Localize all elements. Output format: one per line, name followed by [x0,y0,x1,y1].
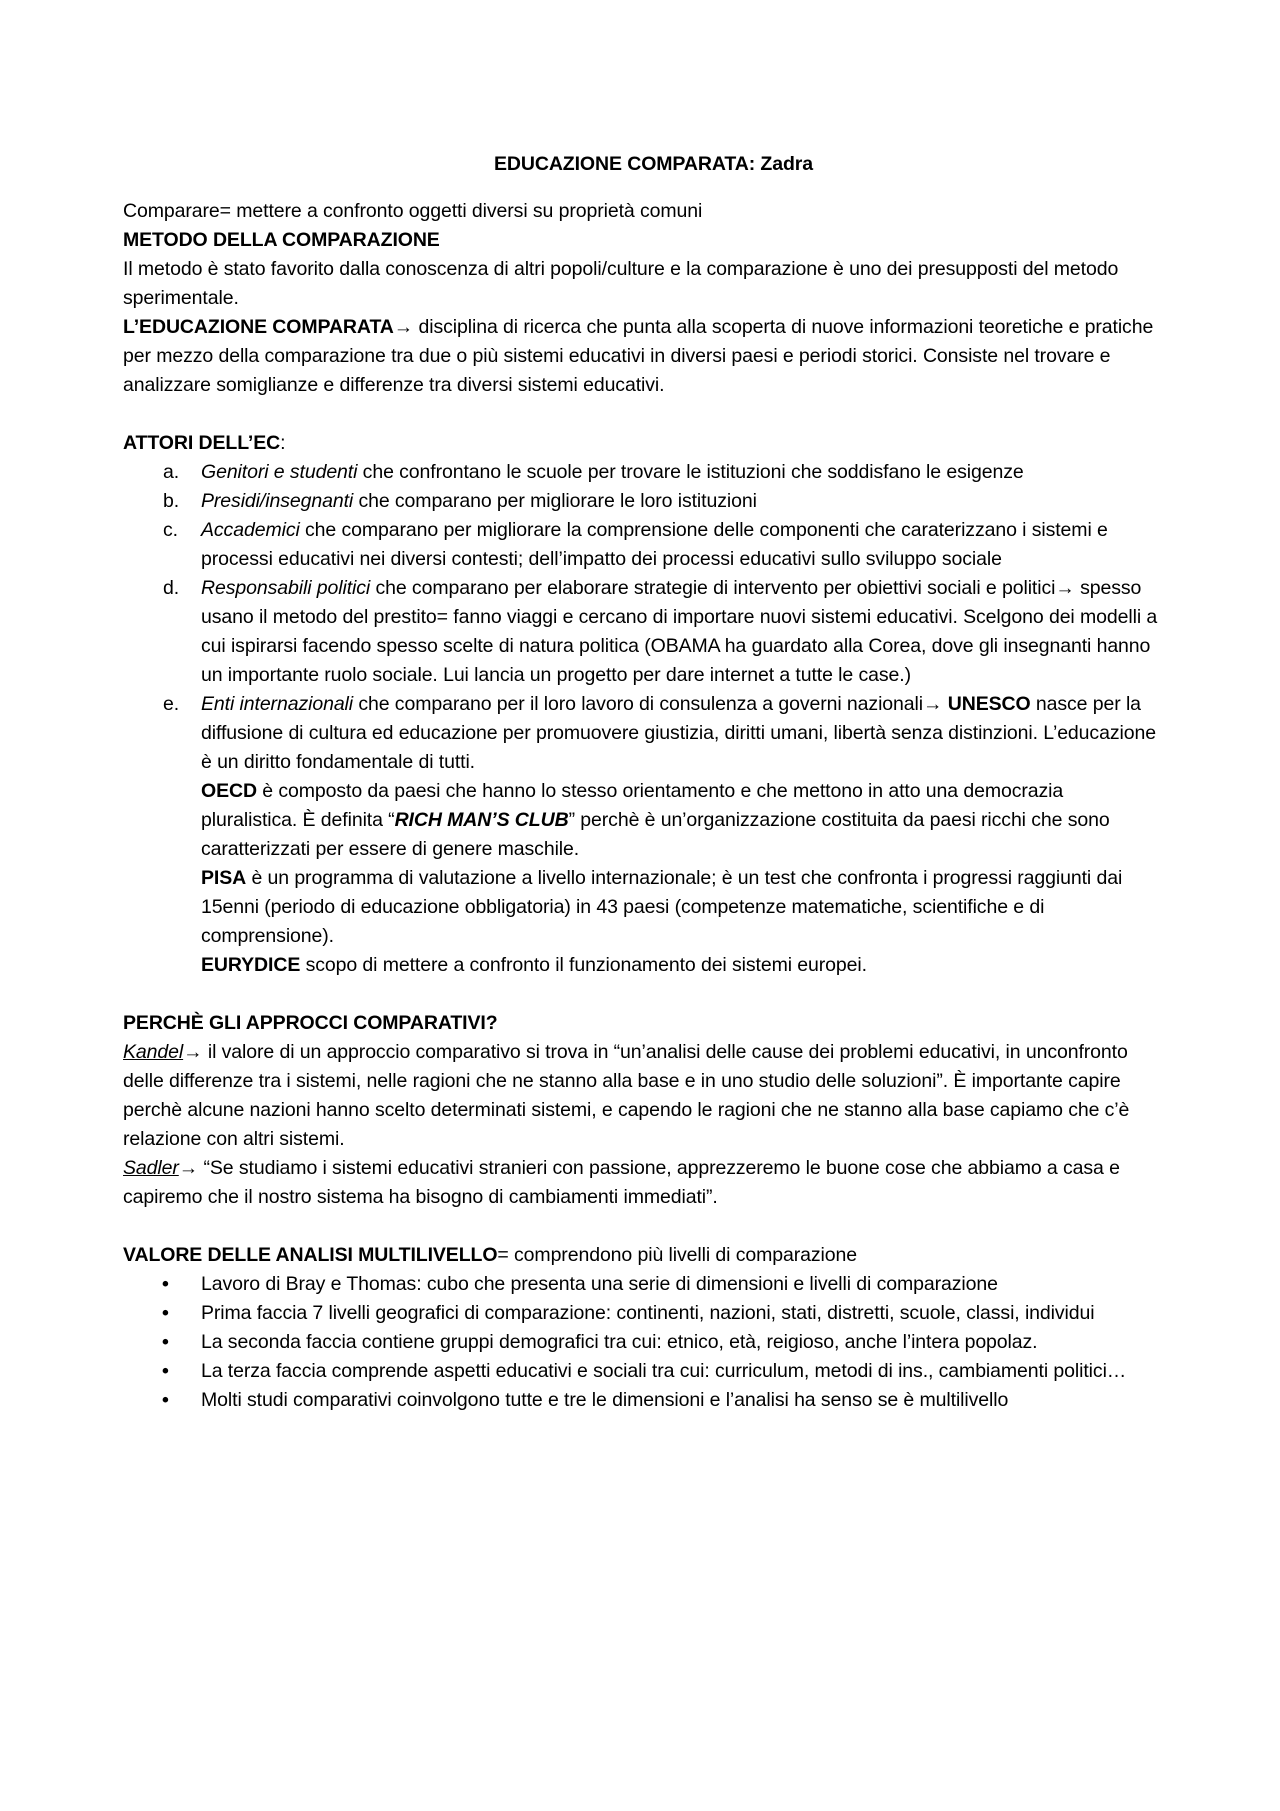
bullet-icon: • [162,1302,169,1324]
sadler-text: “Se studiamo i sistemi educativi stranieri con passione, apprezzeremo le buone cose che abbiamo a casa e capiremo che il nostro sistema ha bisogno di cambiamenti immediati”. [123,1157,1120,1208]
list-item [123,690,1160,777]
rich-mans-club-label: RICH MAN’S CLUB [394,809,569,831]
kandel-name: Kandel [123,1041,184,1063]
list-item [123,1357,1160,1386]
eurydice-label: EURYDICE [201,954,301,976]
list-item [123,516,1160,574]
list-item-text: Prima faccia 7 livelli geografici di comparazione: continenti, nazioni, stati, distretti, scuole, classi, individui [201,1302,1095,1324]
sadler-paragraph [123,1154,1160,1212]
item-text: che comparano per migliorare la comprensione delle componenti che caraterizzano i sistemi e processi educativi nei diversi contesti; dell’impatto dei processi educativi sullo sviluppo sociale [201,519,1108,570]
attori-list [123,458,1160,777]
multilivello-heading-text: VALORE DELLE ANALISI MULTILIVELLO [123,1244,498,1266]
list-item-text: Molti studi comparativi coinvolgono tutte e tre le dimensioni e l’analisi ha senso se è multilivello [201,1389,1009,1411]
item-subject: Presidi/insegnanti [201,490,354,512]
section-heading-perche: PERCHÈ GLI APPROCCI COMPARATIVI? [123,1012,498,1034]
list-item-text: La seconda faccia contiene gruppi demografici tra cui: etnico, età, reigioso, anche l’intera popolaz. [201,1331,1038,1353]
arrow-right-icon: → [178,1157,199,1179]
list-marker: b. [163,490,180,512]
definition-line: Comparare= mettere a confronto oggetti diversi su proprietà comuni [123,200,703,222]
item-subject: Accademici [201,519,300,541]
pisa-paragraph [123,864,1160,951]
item-text-continued: nasce per la diffusione di cultura ed educazione per promuovere giustizia, diritti umani, libertà senza distinzioni. L’educazione è un diritto fondamentale di tutti. [201,693,1156,773]
item-text: che comparano per il loro lavoro di consulenza a governi nazionali [353,693,924,715]
unesco-label: UNESCO [942,693,1031,715]
bullet-icon: • [162,1273,169,1295]
list-marker: c. [163,519,178,541]
oecd-text: è composto da paesi che hanno lo stesso orientamento e che mettono in atto una democrazia pluralistica. È definita “ [201,780,1064,831]
list-item-text: La terza faccia comprende aspetti educativi e sociali tra cui: curriculum, metodi di ins., cambiamenti politici… [201,1360,1127,1382]
item-subject: Responsabili politici [201,577,371,599]
pisa-text: è un programma di valutazione a livello internazionale; è un test che confronta i progressi raggiunti dai 15enni (periodo di educazione obbligatoria) in 43 paesi (competenze matematiche, scientifiche e di comprensione). [201,867,1123,947]
bullet-icon: • [162,1331,169,1353]
list-marker: a. [163,461,180,483]
ec-text: disciplina di ricerca che punta alla scoperta di nuove informazioni teoretiche e pratiche per mezzo della comparazione tra due o più sistemi educativi in diversi paesi e periodi storici. Consiste nel trovare e analizzare somiglianze e differenze tra diversi sistemi educativi. [123,316,1154,396]
item-text: che comparano per elaborare strategie di intervento per obiettivi sociali e politici [370,577,1056,599]
ec-paragraph [123,313,1160,400]
bullet-icon: • [162,1389,169,1411]
eurydice-paragraph [123,951,1160,980]
item-text: che comparano per migliorare le loro istituzioni [353,490,757,512]
list-item-text: Lavoro di Bray e Thomas: cubo che presenta una serie di dimensioni e livelli di comparazione [201,1273,998,1295]
list-marker: e. [163,693,180,715]
item-text: che confrontano le scuole per trovare le istituzioni che soddisfano le esigenze [357,461,1024,483]
pisa-label: PISA [201,867,247,889]
item-text-continued: spesso usano il metodo del prestito= fanno viaggi e cercano di importare nuovi sistemi educativi. Scelgono dei modelli a cui ispirarsi facendo spesso scelte di natura politica (OBAMA ha guardato alla Corea, dove gli insegnanti hanno un importante ruolo sociale. Lui lancia un progetto per dare internet a tutte le case.) [201,577,1158,686]
attori-heading-colon: : [280,432,286,454]
bullet-icon: • [162,1360,169,1382]
multilivello-list [123,1270,1160,1415]
ec-label: L’EDUCAZIONE COMPARATA [123,316,394,338]
list-marker: d. [163,577,180,599]
item-subject: Enti internazionali [201,693,354,715]
oecd-label: OECD [201,780,257,802]
kandel-paragraph [123,1038,1160,1154]
section-heading-metodo: METODO DELLA COMPARAZIONE [123,229,440,251]
oecd-paragraph [123,777,1160,864]
metodo-paragraph: Il metodo è stato favorito dalla conoscenza di altri popoli/culture e la comparazione è uno dei presupposti del metodo sperimentale. [123,258,1119,309]
arrow-right-icon: → [393,316,414,338]
kandel-text: il valore di un approccio comparativo si trova in “un’analisi delle cause dei problemi educativi, in unconfronto delle differenze tra i sistemi, nelle ragioni che ne stanno alla base e in uno studio delle soluzioni”. È importante capire perchè alcune nazioni hanno scelto determinati sistemi, e capendo le ragioni che ne stanno alla base capiamo che c’è relazione con altri sistemi. [123,1041,1130,1150]
section-heading-attori [123,429,1160,458]
sadler-name: Sadler [123,1157,179,1179]
page-title: EDUCAZIONE COMPARATA: Zadra [493,153,814,175]
list-item [123,1386,1160,1415]
arrow-right-icon: → [923,693,943,715]
list-item [123,487,1160,516]
section-heading-multilivello [123,1241,1160,1270]
multilivello-heading-desc: = comprendono più livelli di comparazione [497,1244,857,1266]
list-item [123,458,1160,487]
item-subject: Genitori e studenti [201,461,358,483]
attori-heading-text: ATTORI DELL’EC [123,432,281,454]
list-item [123,574,1160,690]
list-item [123,1270,1160,1299]
oecd-text-continued: ” perchè è un’organizzazione costituita da paesi ricchi che sono caratterizzati per essere di genere maschile. [201,809,1110,860]
list-item [123,1328,1160,1357]
list-item [123,1299,1160,1328]
arrow-right-icon: → [1055,577,1075,599]
eurydice-text: scopo di mettere a confronto il funzionamento dei sistemi europei. [300,954,867,976]
arrow-right-icon: → [183,1041,203,1063]
